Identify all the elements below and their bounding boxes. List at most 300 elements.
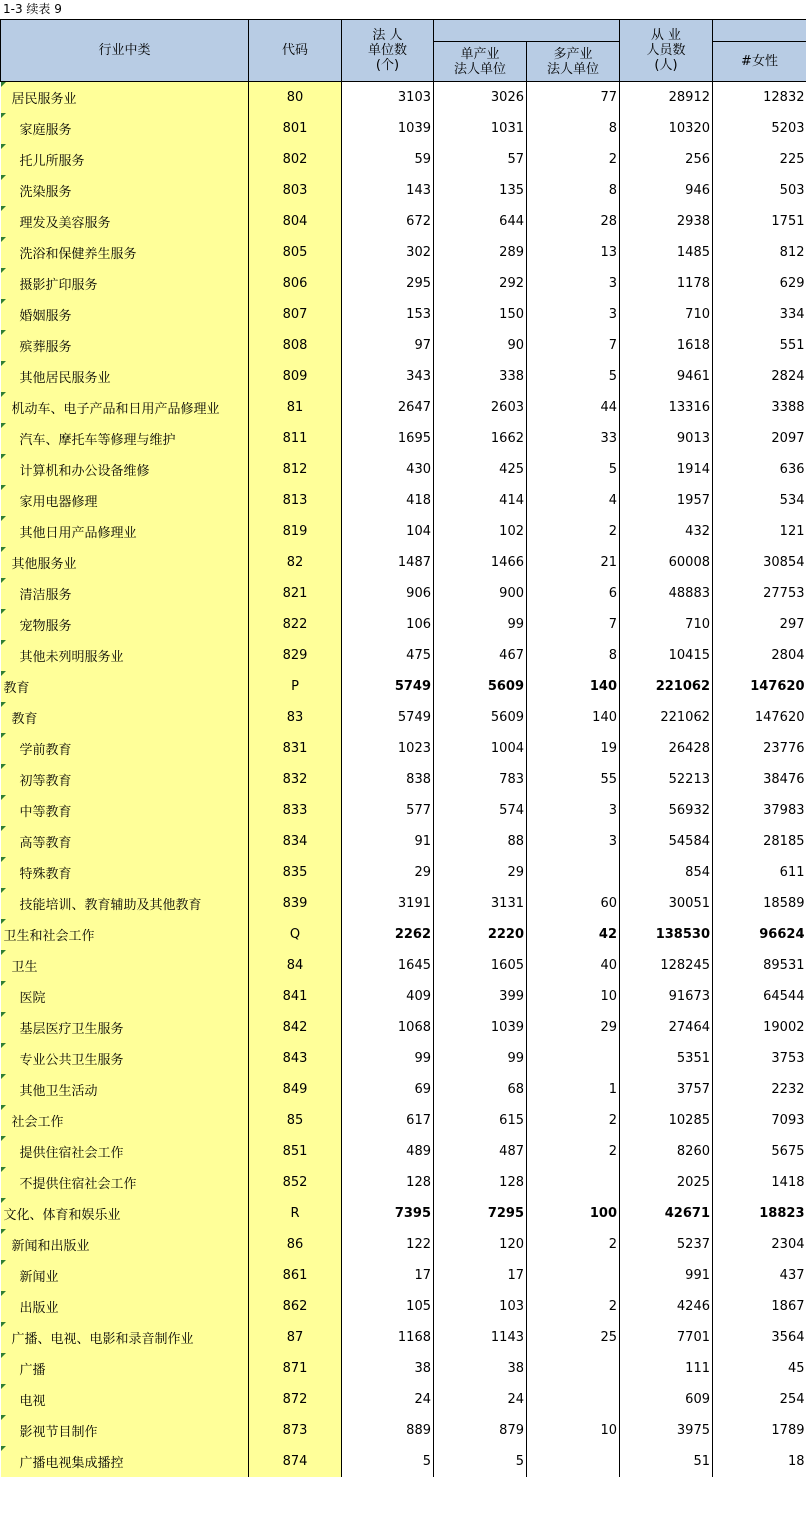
row-multi-industry <box>527 1384 620 1415</box>
table-row <box>1 113 806 144</box>
row-female: 3564 <box>771 1330 805 1345</box>
row-employees: 48883 <box>620 578 713 609</box>
row-employees: 854 <box>620 857 713 888</box>
row-female: 1789 <box>771 1423 805 1438</box>
row-code: 809 <box>249 361 342 392</box>
table-row <box>1 702 806 733</box>
row-code: 801 <box>249 113 342 144</box>
row-employees: 221062 <box>620 671 713 702</box>
row-single-industry: 7295 <box>434 1198 527 1229</box>
table-row <box>1 1198 806 1229</box>
row-legal-units: 1023 <box>342 733 434 764</box>
row-multi-industry: 60 <box>527 888 620 919</box>
row-single-industry: 292 <box>434 268 527 299</box>
table-row <box>1 516 806 547</box>
row-name: 卫生和社会工作 <box>1 919 249 950</box>
row-female: 28185 <box>763 834 805 849</box>
row-employees: 27464 <box>620 1012 713 1043</box>
row-employees: 8260 <box>620 1136 713 1167</box>
row-legal-units: 295 <box>342 268 434 299</box>
table-row <box>1 578 806 609</box>
row-multi-industry: 13 <box>527 237 620 268</box>
row-single-industry: 425 <box>434 454 527 485</box>
header-single-line1: 单产业 <box>460 46 500 62</box>
row-code: 873 <box>249 1415 342 1446</box>
row-code: 804 <box>249 206 342 237</box>
row-multi-industry <box>527 1446 620 1477</box>
row-single-industry: 487 <box>434 1136 527 1167</box>
table-row <box>1 206 806 237</box>
row-legal-units: 838 <box>342 764 434 795</box>
row-multi-industry: 28 <box>527 206 620 237</box>
row-multi-industry: 10 <box>527 981 620 1012</box>
row-female: 2804 <box>771 648 805 663</box>
row-legal-units: 418 <box>342 485 434 516</box>
row-employees: 1485 <box>620 237 713 268</box>
table-row <box>1 454 806 485</box>
row-multi-industry: 140 <box>527 671 620 702</box>
row-name: 广播、电视、电影和录音制作业 <box>1 1322 249 1353</box>
row-name: 出版业 <box>1 1291 249 1322</box>
row-name: 机动车、电子产品和日用产品修理业 <box>1 392 249 423</box>
row-name: 社会工作 <box>1 1105 249 1136</box>
row-employees: 256 <box>620 144 713 175</box>
row-multi-industry: 2 <box>527 1136 620 1167</box>
header-single-industry <box>434 42 527 82</box>
row-multi-industry: 2 <box>527 144 620 175</box>
row-legal-units: 409 <box>342 981 434 1012</box>
row-employees: 10320 <box>620 113 713 144</box>
row-name: 托儿所服务 <box>1 144 249 175</box>
row-legal-units: 99 <box>342 1043 434 1074</box>
row-employees: 5351 <box>620 1043 713 1074</box>
row-female: 503 <box>779 183 805 198</box>
row-code: 852 <box>249 1167 342 1198</box>
row-name: 学前教育 <box>1 733 249 764</box>
row-name: 新闻业 <box>1 1260 249 1291</box>
table-row <box>1 1167 806 1198</box>
row-code: Q <box>249 919 342 950</box>
table-row <box>1 764 806 795</box>
row-single-industry: 2220 <box>434 919 527 950</box>
row-name: 高等教育 <box>1 826 249 857</box>
row-employees: 111 <box>620 1353 713 1384</box>
row-name: 教育 <box>1 702 249 733</box>
header-employees-line3: (人) <box>654 58 678 73</box>
row-single-industry: 128 <box>434 1167 527 1198</box>
row-code: 849 <box>249 1074 342 1105</box>
row-code: 839 <box>249 888 342 919</box>
row-employees: 10415 <box>620 640 713 671</box>
row-employees: 1618 <box>620 330 713 361</box>
row-employees: 9461 <box>620 361 713 392</box>
row-code: 812 <box>249 454 342 485</box>
row-multi-industry: 29 <box>527 1012 620 1043</box>
row-code: 821 <box>249 578 342 609</box>
row-code: 871 <box>249 1353 342 1384</box>
row-female: 2304 <box>771 1237 805 1252</box>
row-name: 初等教育 <box>1 764 249 795</box>
row-single-industry: 399 <box>434 981 527 1012</box>
row-name: 殡葬服务 <box>1 330 249 361</box>
header-legal-units-line3: (个) <box>375 58 400 73</box>
row-single-industry: 1605 <box>434 950 527 981</box>
row-employees: 138530 <box>620 919 713 950</box>
row-name: 其他未列明服务业 <box>1 640 249 671</box>
row-female: 5675 <box>771 1144 805 1159</box>
row-single-industry: 88 <box>434 826 527 857</box>
table-body <box>1 82 806 1478</box>
table-row <box>1 1322 806 1353</box>
row-code: 831 <box>249 733 342 764</box>
row-single-industry: 120 <box>434 1229 527 1260</box>
row-code: 832 <box>249 764 342 795</box>
row-legal-units: 143 <box>342 175 434 206</box>
table-row <box>1 237 806 268</box>
table-row <box>1 1136 806 1167</box>
row-name: 摄影扩印服务 <box>1 268 249 299</box>
header-multi-line2: 法人单位 <box>546 61 599 77</box>
row-single-industry: 879 <box>434 1415 527 1446</box>
row-single-industry: 57 <box>434 144 527 175</box>
row-single-industry: 414 <box>434 485 527 516</box>
row-multi-industry <box>527 1043 620 1074</box>
row-name: 广播电视集成播控 <box>1 1446 249 1477</box>
row-legal-units: 122 <box>342 1229 434 1260</box>
row-female: 38476 <box>763 772 805 787</box>
row-employees: 221062 <box>620 702 713 733</box>
row-multi-industry: 1 <box>527 1074 620 1105</box>
row-legal-units: 5749 <box>342 702 434 733</box>
table-row <box>1 1446 806 1477</box>
row-legal-units: 617 <box>342 1105 434 1136</box>
row-single-industry: 5609 <box>434 671 527 702</box>
header-employees-line2: 人员数 <box>646 43 686 58</box>
header-single-line2: 法人单位 <box>453 61 506 77</box>
row-multi-industry: 5 <box>527 361 620 392</box>
row-female: 551 <box>779 338 805 353</box>
row-legal-units: 577 <box>342 795 434 826</box>
row-female: 611 <box>779 865 805 880</box>
row-single-industry: 1466 <box>434 547 527 578</box>
table-row <box>1 981 806 1012</box>
row-multi-industry: 8 <box>527 175 620 206</box>
row-code: 861 <box>249 1260 342 1291</box>
table-row <box>1 888 806 919</box>
row-female: 27753 <box>763 586 805 601</box>
header-employees <box>620 20 713 82</box>
row-legal-units: 3103 <box>342 82 434 114</box>
row-legal-units: 1487 <box>342 547 434 578</box>
row-female: 3753 <box>771 1051 805 1066</box>
row-code: 822 <box>249 609 342 640</box>
row-multi-industry: 140 <box>527 702 620 733</box>
row-female: 1418 <box>771 1175 805 1190</box>
row-code: 802 <box>249 144 342 175</box>
row-single-industry: 1662 <box>434 423 527 454</box>
row-legal-units: 1039 <box>342 113 434 144</box>
table-row <box>1 1353 806 1384</box>
table-row <box>1 640 806 671</box>
row-multi-industry: 6 <box>527 578 620 609</box>
row-multi-industry: 8 <box>527 113 620 144</box>
row-single-industry: 289 <box>434 237 527 268</box>
row-employees: 91673 <box>620 981 713 1012</box>
row-legal-units: 302 <box>342 237 434 268</box>
row-name: 电视 <box>1 1384 249 1415</box>
table-row <box>1 144 806 175</box>
row-legal-units: 430 <box>342 454 434 485</box>
header-multi-line1: 多产业 <box>553 46 593 62</box>
row-employees: 54584 <box>620 826 713 857</box>
row-name: 提供住宿社会工作 <box>1 1136 249 1167</box>
row-single-industry: 90 <box>434 330 527 361</box>
row-name: 不提供住宿社会工作 <box>1 1167 249 1198</box>
header-code: 代码 <box>249 20 342 82</box>
table-row <box>1 733 806 764</box>
row-employees: 4246 <box>620 1291 713 1322</box>
row-name: 卫生 <box>1 950 249 981</box>
row-multi-industry: 21 <box>527 547 620 578</box>
row-code: 843 <box>249 1043 342 1074</box>
row-employees: 710 <box>620 299 713 330</box>
row-code: 84 <box>249 950 342 981</box>
row-employees: 10285 <box>620 1105 713 1136</box>
row-legal-units: 91 <box>342 826 434 857</box>
row-single-industry: 24 <box>434 1384 527 1415</box>
row-single-industry: 1039 <box>434 1012 527 1043</box>
row-female: 2097 <box>771 431 805 446</box>
row-multi-industry: 2 <box>527 1291 620 1322</box>
table-row <box>1 1291 806 1322</box>
row-name: 影视节目制作 <box>1 1415 249 1446</box>
row-female: 30854 <box>763 555 805 570</box>
table-row <box>1 361 806 392</box>
row-name: 宠物服务 <box>1 609 249 640</box>
row-code: 82 <box>249 547 342 578</box>
row-female: 629 <box>779 276 805 291</box>
row-single-industry: 338 <box>434 361 527 392</box>
row-legal-units: 475 <box>342 640 434 671</box>
row-employees: 2025 <box>620 1167 713 1198</box>
row-legal-units: 29 <box>342 857 434 888</box>
row-multi-industry: 19 <box>527 733 620 764</box>
table-row <box>1 1260 806 1291</box>
row-single-industry: 5609 <box>434 702 527 733</box>
row-female: 534 <box>779 493 805 508</box>
row-multi-industry: 2 <box>527 1105 620 1136</box>
row-female: 12832 <box>763 90 805 105</box>
row-employees: 432 <box>620 516 713 547</box>
row-legal-units: 3191 <box>342 888 434 919</box>
table-row <box>1 175 806 206</box>
row-legal-units: 24 <box>342 1384 434 1415</box>
row-code: 811 <box>249 423 342 454</box>
row-multi-industry: 77 <box>527 82 620 114</box>
row-name: 医院 <box>1 981 249 1012</box>
row-employees: 52213 <box>620 764 713 795</box>
row-multi-industry <box>527 1167 620 1198</box>
row-code: 872 <box>249 1384 342 1415</box>
row-legal-units: 1695 <box>342 423 434 454</box>
row-name: 洗浴和保健养生服务 <box>1 237 249 268</box>
row-code: 874 <box>249 1446 342 1477</box>
table-row <box>1 392 806 423</box>
row-name: 其他日用产品修理业 <box>1 516 249 547</box>
row-single-industry: 103 <box>434 1291 527 1322</box>
row-name: 中等教育 <box>1 795 249 826</box>
row-name: 清洁服务 <box>1 578 249 609</box>
row-female: 334 <box>779 307 805 322</box>
row-female: 636 <box>779 462 805 477</box>
row-name: 婚姻服务 <box>1 299 249 330</box>
row-female: 64544 <box>763 989 805 1004</box>
table-row <box>1 609 806 640</box>
row-code: 805 <box>249 237 342 268</box>
row-female: 254 <box>779 1392 805 1407</box>
row-single-industry: 5 <box>434 1446 527 1477</box>
row-employees: 26428 <box>620 733 713 764</box>
row-employees: 609 <box>620 1384 713 1415</box>
row-legal-units: 128 <box>342 1167 434 1198</box>
table-row <box>1 671 806 702</box>
row-code: 87 <box>249 1322 342 1353</box>
row-female: 1751 <box>771 214 805 229</box>
row-female: 37983 <box>763 803 805 818</box>
row-employees: 13316 <box>620 392 713 423</box>
row-multi-industry: 3 <box>527 795 620 826</box>
row-name: 计算机和办公设备维修 <box>1 454 249 485</box>
row-name: 洗染服务 <box>1 175 249 206</box>
row-employees: 9013 <box>620 423 713 454</box>
row-single-industry: 68 <box>434 1074 527 1105</box>
table-header <box>1 20 806 82</box>
row-multi-industry: 25 <box>527 1322 620 1353</box>
table-row <box>1 950 806 981</box>
row-name: 教育 <box>1 671 249 702</box>
row-legal-units: 153 <box>342 299 434 330</box>
row-name: 其他居民服务业 <box>1 361 249 392</box>
statistics-table <box>0 19 806 1477</box>
row-code: 862 <box>249 1291 342 1322</box>
row-employees: 1914 <box>620 454 713 485</box>
table-row <box>1 857 806 888</box>
row-legal-units: 889 <box>342 1415 434 1446</box>
row-multi-industry: 3 <box>527 268 620 299</box>
row-code: 829 <box>249 640 342 671</box>
table-row <box>1 1012 806 1043</box>
row-legal-units: 672 <box>342 206 434 237</box>
row-name: 家用电器修理 <box>1 485 249 516</box>
header-industry: 行业中类 <box>1 20 249 82</box>
row-female: 225 <box>779 152 805 167</box>
row-single-industry: 102 <box>434 516 527 547</box>
row-legal-units: 106 <box>342 609 434 640</box>
row-code: 842 <box>249 1012 342 1043</box>
row-multi-industry: 2 <box>527 516 620 547</box>
table-row <box>1 1415 806 1446</box>
row-single-industry: 1004 <box>434 733 527 764</box>
row-code: 819 <box>249 516 342 547</box>
row-single-industry: 38 <box>434 1353 527 1384</box>
row-legal-units: 17 <box>342 1260 434 1291</box>
row-single-industry: 783 <box>434 764 527 795</box>
row-employees: 28912 <box>620 82 713 114</box>
row-legal-units: 2647 <box>342 392 434 423</box>
row-female: 18823 <box>759 1206 805 1221</box>
row-name: 基层医疗卫生服务 <box>1 1012 249 1043</box>
table-row <box>1 423 806 454</box>
header-employees-line1: 从 业 <box>650 28 682 43</box>
row-legal-units: 1068 <box>342 1012 434 1043</box>
row-legal-units: 1168 <box>342 1322 434 1353</box>
row-employees: 51 <box>620 1446 713 1477</box>
row-code: 83 <box>249 702 342 733</box>
row-name: 理发及美容服务 <box>1 206 249 237</box>
row-legal-units: 69 <box>342 1074 434 1105</box>
row-multi-industry: 100 <box>527 1198 620 1229</box>
row-multi-industry <box>527 857 620 888</box>
row-code: 841 <box>249 981 342 1012</box>
row-employees: 710 <box>620 609 713 640</box>
row-single-industry: 574 <box>434 795 527 826</box>
row-female: 19002 <box>763 1020 805 1035</box>
row-code: 835 <box>249 857 342 888</box>
row-female: 2824 <box>771 369 805 384</box>
row-code: 803 <box>249 175 342 206</box>
row-multi-industry: 7 <box>527 330 620 361</box>
row-employees: 2938 <box>620 206 713 237</box>
row-employees: 42671 <box>620 1198 713 1229</box>
row-employees: 7701 <box>620 1322 713 1353</box>
table-row <box>1 485 806 516</box>
row-employees: 946 <box>620 175 713 206</box>
row-name: 专业公共卫生服务 <box>1 1043 249 1074</box>
row-single-industry: 99 <box>434 609 527 640</box>
row-legal-units: 5 <box>342 1446 434 1477</box>
row-legal-units: 97 <box>342 330 434 361</box>
row-legal-units: 489 <box>342 1136 434 1167</box>
row-legal-units: 2262 <box>342 919 434 950</box>
row-female: 45 <box>787 1361 805 1376</box>
row-name: 居民服务业 <box>1 82 249 114</box>
row-multi-industry: 3 <box>527 826 620 857</box>
row-name: 特殊教育 <box>1 857 249 888</box>
row-code: 81 <box>249 392 342 423</box>
row-single-industry: 644 <box>434 206 527 237</box>
row-single-industry: 135 <box>434 175 527 206</box>
row-multi-industry: 33 <box>527 423 620 454</box>
row-employees: 128245 <box>620 950 713 981</box>
row-employees: 1178 <box>620 268 713 299</box>
table-row <box>1 1074 806 1105</box>
row-code: 813 <box>249 485 342 516</box>
row-multi-industry: 40 <box>527 950 620 981</box>
row-legal-units: 38 <box>342 1353 434 1384</box>
row-female: 2232 <box>771 1082 805 1097</box>
table-row <box>1 82 806 114</box>
row-female: 18589 <box>763 896 805 911</box>
row-female: 147620 <box>754 710 805 725</box>
row-code: 808 <box>249 330 342 361</box>
row-name: 家庭服务 <box>1 113 249 144</box>
row-female: 18 <box>787 1454 805 1469</box>
row-legal-units: 343 <box>342 361 434 392</box>
row-multi-industry <box>527 1260 620 1291</box>
row-code: 80 <box>249 82 342 114</box>
header-multi-industry <box>527 42 620 82</box>
row-name: 其他服务业 <box>1 547 249 578</box>
